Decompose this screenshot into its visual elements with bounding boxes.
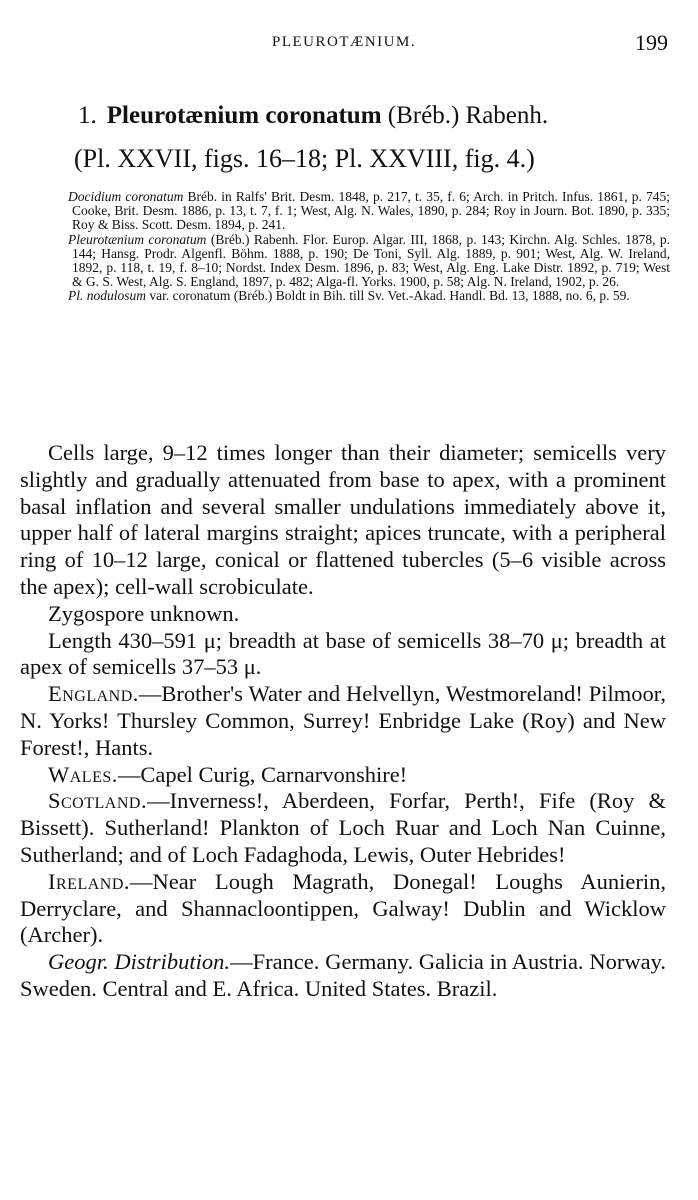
region-label: England.: [48, 681, 139, 707]
synonym-entry: [58, 233, 670, 290]
species-authority: (Bréb.) Rabenh.: [387, 102, 549, 129]
distribution-label: Geogr. Distribution.: [48, 949, 231, 975]
species-number: 1.: [78, 102, 97, 129]
page-number: 199: [635, 30, 668, 55]
synonym-citation: (Bréb.) Rabenh. Flor. Europ. Algar. III, 1868, p. 143; Kirchn. Alg. Schles. 1878, p. 144; Hansg. Prodr. Algenfl. Böhm. 1888, p. 190; De Toni, Syll. Alg. 1889, p. 901; West, Alg. W. Ireland, 1892, p. 118, t. 19, f. 8–10; Nordst. Index Desm. 1896, p. 83; West, Alg. Eng. Lake Distr. 1892, p. 719; West & G. S. West, Alg. S. England, 1897, p. 482; Alga-fl. Yorks. 1900, p. 58; Alg. N. Ireland, 1902, p. 26.: [72, 231, 670, 290]
running-head: [0, 30, 698, 54]
plate-references: (Pl. XXVII, figs. 16–18; Pl. XXVIII, fig. 4.): [74, 144, 535, 173]
dimensions-paragraph: Length 430–591 μ; breadth at base of semicells 38–70 μ; breadth at apex of semicells 37–53 μ.: [20, 627, 666, 680]
locality-text: —Inverness!, Aberdeen, Forfar, Perth!, Fife (Roy & Bissett). Sutherland! Plankton of Loch Ruar and Loch Nan Cuinne, Sutherland; and of Loch Fadaghoda, Lewis, Outer Hebrides!: [20, 788, 666, 867]
running-title: PLEUROTÆNIUM.: [272, 34, 417, 50]
synonym-name: Pl. nodulosum: [68, 288, 147, 304]
locality-ireland: [20, 869, 666, 949]
locality-wales: [20, 762, 666, 789]
region-label: Wales.: [48, 761, 118, 787]
geographic-distribution: [20, 949, 666, 1003]
locality-text: —Capel Curig, Carnarvonshire!: [117, 761, 408, 787]
synonym-name: Docidium coronatum: [68, 189, 184, 204]
species-heading: [78, 102, 548, 130]
distribution-text: —France. Germany. Galicia in Austria. Norway. Sweden. Central and E. Africa. United States. Brazil.: [20, 949, 666, 1001]
region-label: Ireland.: [48, 868, 131, 894]
synonym-entry: [58, 289, 670, 303]
species-body: [20, 440, 666, 1003]
locality-scotland: [20, 788, 666, 868]
description-paragraph: Cells large, 9–12 times longer than their diameter; semicells very slightly and gradually attenuated from base to apex, with a prominent basal inflation and several smaller undulations immediately above it, upper half of lateral margins straight; apices truncate, with a peripheral ring of 10–12 large, conical or flattened tubercles (5–6 visible across the apex); cell-wall scrobiculate.: [20, 440, 666, 599]
synonym-citation: var. coronatum (Bréb.) Boldt in Bih. till Sv. Vet.-Akad. Handl. Bd. 13, 1888, no. 6, p. 59.: [149, 288, 630, 304]
zygospore-note: Zygospore unknown.: [48, 600, 240, 626]
synonym-citation: Bréb. in Ralfs' Brit. Desm. 1848, p. 217, t. 35, f. 6; Arch. in Pritch. Infus. 1861, p. 745; Cooke, Brit. Desm. 1886, p. 13, t. 7, f. 1; West, Alg. N. Wales, 1890, p. 284; Roy in Journ. Bot. 1890, p. 335; Roy & Biss. Scott. Desm. 1894, p. 241.: [72, 189, 671, 233]
locality-england: [20, 681, 666, 761]
synonym-name: Pleurotænium coronatum: [68, 231, 207, 247]
synonymy-block: [58, 190, 670, 304]
region-label: Scotland.: [48, 788, 148, 814]
synonym-entry: [58, 190, 670, 233]
species-name: Pleurotænium coronatum: [106, 102, 382, 129]
locality-text: —Near Lough Magrath, Donegal! Loughs Aunierin, Derryclare, and Shannacloontippen, Galway! Dublin and Wicklow (Archer).: [20, 868, 666, 948]
locality-text: —Brother's Water and Helvellyn, Westmoreland! Pilmoor, N. Yorks! Thursley Common, Surrey! Enbridge Lake (Roy) and New Forest!, Hants.: [20, 681, 666, 760]
